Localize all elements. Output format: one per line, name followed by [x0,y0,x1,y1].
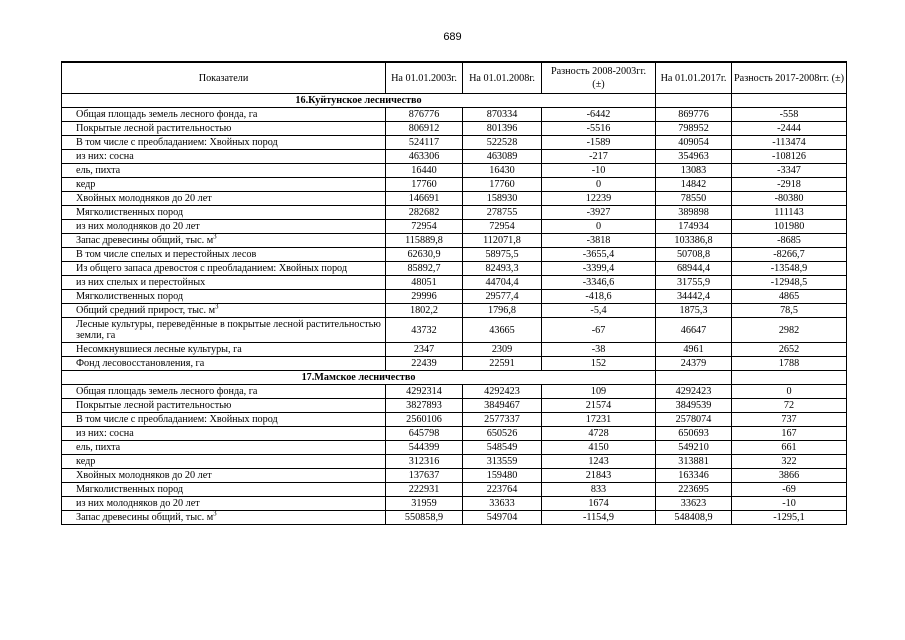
indicator-cell [62,357,386,371]
indicator-label: Лесные культуры, переведённые в покрытые лесной растительностью земли, га [76,319,381,341]
value-cell: 31755,9 [656,276,732,290]
indicator-cell [62,497,386,511]
indicator-cell [62,150,386,164]
value-cell: 876776 [386,108,463,122]
indicator-cell [62,290,386,304]
value-cell: 3866 [732,469,847,483]
section-header-row [62,94,847,108]
table-row [62,455,847,469]
value-cell: 550858,9 [386,511,463,525]
value-cell: 34442,4 [656,290,732,304]
value-cell: -10 [542,164,656,178]
value-cell: 650526 [463,427,542,441]
value-cell: -8685 [732,234,847,248]
table-row [62,497,847,511]
header-2003: На 01.01.2003г. [386,62,463,94]
value-cell: 85892,7 [386,262,463,276]
indicator-label: Мягколиственных пород [76,291,184,302]
value-cell: 43732 [386,318,463,343]
table-row [62,304,847,318]
indicator-label: Запас древесины общий, тыс. м [76,512,214,523]
value-cell: 17760 [386,178,463,192]
indicator-cell [62,455,386,469]
value-cell: 22591 [463,357,542,371]
value-cell: 22439 [386,357,463,371]
forest-fund-table [61,61,847,525]
header-indicators: Показатели [62,62,386,94]
value-cell: 158930 [463,192,542,206]
value-cell: 4292423 [656,385,732,399]
table-row [62,441,847,455]
indicator-cell [62,399,386,413]
value-cell: 167 [732,427,847,441]
table-row [62,427,847,441]
indicator-cell [62,469,386,483]
indicator-label: Общая площадь земель лесного фонда, га [76,109,258,120]
value-cell: 62630,9 [386,248,463,262]
table-row [62,192,847,206]
value-cell: 111143 [732,206,847,220]
value-cell: 1243 [542,455,656,469]
value-cell: 44704,4 [463,276,542,290]
value-cell: 0 [732,385,847,399]
indicator-label: В том числе с преобладанием: Хвойных пород [76,137,278,148]
value-cell: 801396 [463,122,542,136]
value-cell: 650693 [656,427,732,441]
value-cell: 1674 [542,497,656,511]
indicator-label: ель, пихта [76,442,121,453]
value-cell: 43665 [463,318,542,343]
value-cell: 103386,8 [656,234,732,248]
value-cell: 4292423 [463,385,542,399]
value-cell: 1875,3 [656,304,732,318]
indicator-label: из них молодняков до 20 лет [76,221,200,232]
value-cell: 17231 [542,413,656,427]
value-cell: 4728 [542,427,656,441]
value-cell: 72 [732,399,847,413]
value-cell: 2578074 [656,413,732,427]
value-cell: -3655,4 [542,248,656,262]
value-cell: 1788 [732,357,847,371]
unit-superscript: 3 [213,233,217,241]
indicator-cell [62,192,386,206]
value-cell: -3347 [732,164,847,178]
value-cell: 68944,4 [656,262,732,276]
indicator-cell [62,413,386,427]
table-row [62,262,847,276]
value-cell: 46647 [656,318,732,343]
value-cell: 109 [542,385,656,399]
table-header-row [62,62,847,94]
value-cell: 278755 [463,206,542,220]
value-cell: -5516 [542,122,656,136]
value-cell: 72954 [386,220,463,234]
table-row [62,343,847,357]
value-cell: -3399,4 [542,262,656,276]
value-cell: 101980 [732,220,847,234]
table-row [62,276,847,290]
value-cell: -6442 [542,108,656,122]
value-cell: 312316 [386,455,463,469]
value-cell: 222931 [386,483,463,497]
value-cell: 833 [542,483,656,497]
section-title: 16.Куйтунское лесничество [62,94,656,108]
value-cell: 17760 [463,178,542,192]
value-cell: 2982 [732,318,847,343]
value-cell: -69 [732,483,847,497]
table-row [62,357,847,371]
indicator-label: Общий средний прирост, тыс. м [76,305,216,316]
value-cell: 463306 [386,150,463,164]
unit-superscript: 3 [213,510,217,518]
value-cell: -5,4 [542,304,656,318]
indicator-cell [62,427,386,441]
value-cell: 33633 [463,497,542,511]
indicator-label: Несомкнувшиеся лесные культуры, га [76,344,242,355]
value-cell: 48051 [386,276,463,290]
value-cell: 78,5 [732,304,847,318]
value-cell: 1802,2 [386,304,463,318]
table-row [62,234,847,248]
indicator-label: Мягколиственных пород [76,207,184,218]
value-cell: 16430 [463,164,542,178]
value-cell: -2444 [732,122,847,136]
value-cell: 354963 [656,150,732,164]
value-cell: 282682 [386,206,463,220]
empty-cell [732,94,847,108]
value-cell: 389898 [656,206,732,220]
value-cell: 58975,5 [463,248,542,262]
value-cell: 2309 [463,343,542,357]
value-cell: 463089 [463,150,542,164]
value-cell: -1154,9 [542,511,656,525]
value-cell: 21574 [542,399,656,413]
indicator-cell [62,385,386,399]
value-cell: -3346,6 [542,276,656,290]
value-cell: 3849467 [463,399,542,413]
value-cell: 869776 [656,108,732,122]
value-cell: 21843 [542,469,656,483]
value-cell: 4961 [656,343,732,357]
value-cell: 112071,8 [463,234,542,248]
indicator-cell [62,220,386,234]
value-cell: -3818 [542,234,656,248]
indicator-label: Хвойных молодняков до 20 лет [76,193,212,204]
value-cell: 50708,8 [656,248,732,262]
table-row [62,108,847,122]
indicator-cell [62,318,386,343]
value-cell: 548549 [463,441,542,455]
table-body [62,94,847,525]
indicator-label: В том числе с преобладанием: Хвойных пород [76,414,278,425]
value-cell: 798952 [656,122,732,136]
value-cell: 13083 [656,164,732,178]
value-cell: 4292314 [386,385,463,399]
value-cell: 14842 [656,178,732,192]
indicator-label: из них: сосна [76,151,134,162]
value-cell: 3849539 [656,399,732,413]
indicator-cell [62,108,386,122]
value-cell: 33623 [656,497,732,511]
value-cell: 645798 [386,427,463,441]
indicator-cell [62,511,386,525]
table-row [62,122,847,136]
value-cell: 0 [542,220,656,234]
value-cell: 174934 [656,220,732,234]
table-row [62,318,847,343]
value-cell: 322 [732,455,847,469]
value-cell: 549704 [463,511,542,525]
value-cell: -113474 [732,136,847,150]
value-cell: 163346 [656,469,732,483]
indicator-cell [62,343,386,357]
value-cell: 313559 [463,455,542,469]
value-cell: -8266,7 [732,248,847,262]
indicator-label: Хвойных молодняков до 20 лет [76,470,212,481]
indicator-cell [62,206,386,220]
value-cell: 2652 [732,343,847,357]
section-header-row [62,371,847,385]
table-row [62,164,847,178]
value-cell: 544399 [386,441,463,455]
indicator-cell [62,122,386,136]
value-cell: -1295,1 [732,511,847,525]
header-2008: На 01.01.2008г. [463,62,542,94]
indicator-cell [62,234,386,248]
indicator-cell [62,178,386,192]
table-row [62,150,847,164]
value-cell: -3927 [542,206,656,220]
value-cell: 29577,4 [463,290,542,304]
value-cell: 548408,9 [656,511,732,525]
page-number: 689 [443,31,462,43]
value-cell: 1796,8 [463,304,542,318]
value-cell: 146691 [386,192,463,206]
value-cell: 549210 [656,441,732,455]
empty-cell [656,94,732,108]
indicator-label: Из общего запаса древостоя с преобладанием: Хвойных пород [76,263,348,274]
table-row [62,290,847,304]
indicator-label: из них: сосна [76,428,134,439]
value-cell: -13548,9 [732,262,847,276]
indicator-label: В том числе спелых и перестойных лесов [76,249,257,260]
value-cell: 522528 [463,136,542,150]
indicator-cell [62,276,386,290]
table-row [62,248,847,262]
value-cell: 152 [542,357,656,371]
indicator-cell [62,248,386,262]
value-cell: 78550 [656,192,732,206]
value-cell: 223764 [463,483,542,497]
header-diff-2017-2008: Разность 2017-2008гг. (±) [732,62,847,94]
table-row [62,413,847,427]
table-row [62,206,847,220]
value-cell: 661 [732,441,847,455]
empty-cell [656,371,732,385]
value-cell: -10 [732,497,847,511]
indicator-cell [62,483,386,497]
indicator-label: Покрытые лесной растительностью [76,400,232,411]
value-cell: -1589 [542,136,656,150]
table-row [62,136,847,150]
value-cell: 82493,3 [463,262,542,276]
table-row [62,511,847,525]
table-row [62,220,847,234]
indicator-label: из них спелых и перестойных [76,277,206,288]
indicator-label: из них молодняков до 20 лет [76,498,200,509]
table-row [62,399,847,413]
value-cell: 524117 [386,136,463,150]
value-cell: 409054 [656,136,732,150]
value-cell: 806912 [386,122,463,136]
value-cell: -108126 [732,150,847,164]
table-row [62,469,847,483]
value-cell: 2577337 [463,413,542,427]
unit-superscript: 3 [215,303,219,311]
indicator-label: ель, пихта [76,165,121,176]
value-cell: 137637 [386,469,463,483]
section-title: 17.Мамское лесничество [62,371,656,385]
indicator-cell [62,304,386,318]
value-cell: 29996 [386,290,463,304]
value-cell: 3827893 [386,399,463,413]
table-row [62,385,847,399]
indicator-label: Фонд лесовосстановления, га [76,358,205,369]
table-row [62,178,847,192]
indicator-label: Покрытые лесной растительностью [76,123,232,134]
header-diff-2008-2003: Разность 2008-2003гг. (±) [542,62,656,94]
indicator-label: Мягколиственных пород [76,484,184,495]
value-cell: 4865 [732,290,847,304]
header-2017: На 01.01.2017г. [656,62,732,94]
indicator-cell [62,164,386,178]
value-cell: 24379 [656,357,732,371]
value-cell: 870334 [463,108,542,122]
value-cell: -38 [542,343,656,357]
table-row [62,483,847,497]
empty-cell [732,371,847,385]
value-cell: -80380 [732,192,847,206]
value-cell: 223695 [656,483,732,497]
value-cell: 72954 [463,220,542,234]
value-cell: 0 [542,178,656,192]
value-cell: 16440 [386,164,463,178]
value-cell: -12948,5 [732,276,847,290]
indicator-cell [62,262,386,276]
indicator-cell [62,441,386,455]
value-cell: 12239 [542,192,656,206]
value-cell: 313881 [656,455,732,469]
value-cell: 159480 [463,469,542,483]
value-cell: 737 [732,413,847,427]
value-cell: -67 [542,318,656,343]
value-cell: 115889,8 [386,234,463,248]
indicator-cell [62,136,386,150]
value-cell: 4150 [542,441,656,455]
value-cell: 31959 [386,497,463,511]
indicator-label: кедр [76,456,96,467]
value-cell: -2918 [732,178,847,192]
value-cell: -217 [542,150,656,164]
indicator-label: кедр [76,179,96,190]
indicator-label: Общая площадь земель лесного фонда, га [76,386,258,397]
value-cell: 2560106 [386,413,463,427]
indicator-label: Запас древесины общий, тыс. м [76,235,214,246]
value-cell: 2347 [386,343,463,357]
value-cell: -558 [732,108,847,122]
value-cell: -418,6 [542,290,656,304]
